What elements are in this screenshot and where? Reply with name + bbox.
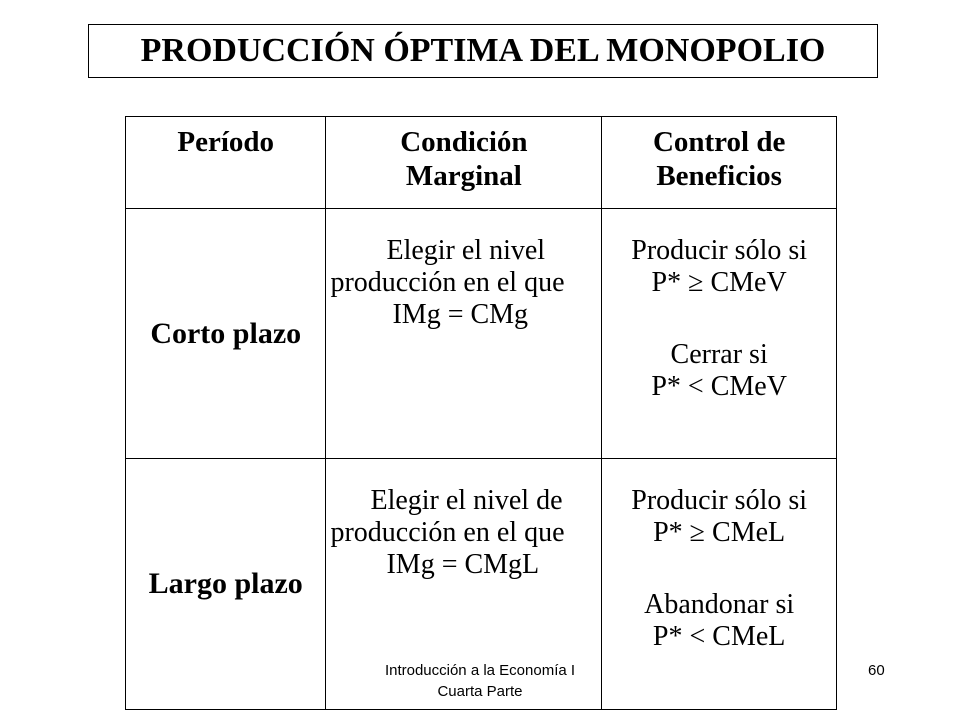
short-run-control: [602, 209, 837, 459]
footer-course-line-1: Introducción a la Economía I: [384, 662, 576, 679]
long-run-period-label: Largo plazo: [148, 567, 303, 600]
long-run-period: [126, 459, 326, 710]
short-run-condition-line-2: producción en el que: [330, 267, 565, 298]
long-run-control-line-4: P* < CMeL: [652, 621, 786, 652]
short-run-control-line-4: P* < CMeV: [651, 371, 787, 402]
header-control: [602, 117, 837, 209]
header-period-label: Período: [177, 126, 275, 158]
short-run-control-line-2: P* ≥ CMeV: [651, 267, 787, 298]
footer-course: [330, 660, 630, 702]
header-period: [126, 117, 326, 209]
spacer: [602, 299, 836, 339]
header-condition: [326, 117, 602, 209]
title-box: [88, 24, 878, 78]
monopoly-table: [125, 116, 837, 710]
long-run-control-line-2: P* ≥ CMeL: [653, 517, 786, 548]
long-run-condition-line-3: IMg = CMgL: [386, 549, 540, 580]
short-run-control-line-1: Producir sólo si: [631, 235, 808, 266]
slide-title: PRODUCCIÓN ÓPTIMA DEL MONOPOLIO: [140, 32, 826, 69]
short-run-control-line-3: Cerrar si: [670, 339, 768, 370]
header-control-line-2: Beneficios: [656, 160, 782, 192]
header-control-line-1: Control de: [652, 126, 786, 158]
short-run-period-label: Corto plazo: [150, 316, 302, 350]
short-run-period: [126, 209, 326, 459]
short-run-condition: [326, 209, 602, 459]
spacer: [602, 549, 836, 589]
long-run-control-line-3: Abandonar si: [644, 589, 795, 620]
long-run-condition-line-1: Elegir el nivel de: [370, 485, 563, 516]
page-number: 60: [868, 662, 885, 679]
header-condition-line-2: Marginal: [405, 160, 522, 192]
short-run-condition-line-1: Elegir el nivel: [386, 235, 546, 266]
footer-course-line-2: Cuarta Parte: [437, 683, 523, 700]
long-run-condition-line-2: producción en el que: [330, 517, 565, 548]
table-header-row: [126, 117, 837, 209]
header-condition-line-1: Condición: [400, 126, 528, 158]
long-run-control: [602, 459, 837, 710]
short-run-condition-line-3: IMg = CMg: [392, 299, 529, 330]
table-row-short-run: [126, 209, 837, 459]
long-run-control-line-1: Producir sólo si: [631, 485, 808, 516]
